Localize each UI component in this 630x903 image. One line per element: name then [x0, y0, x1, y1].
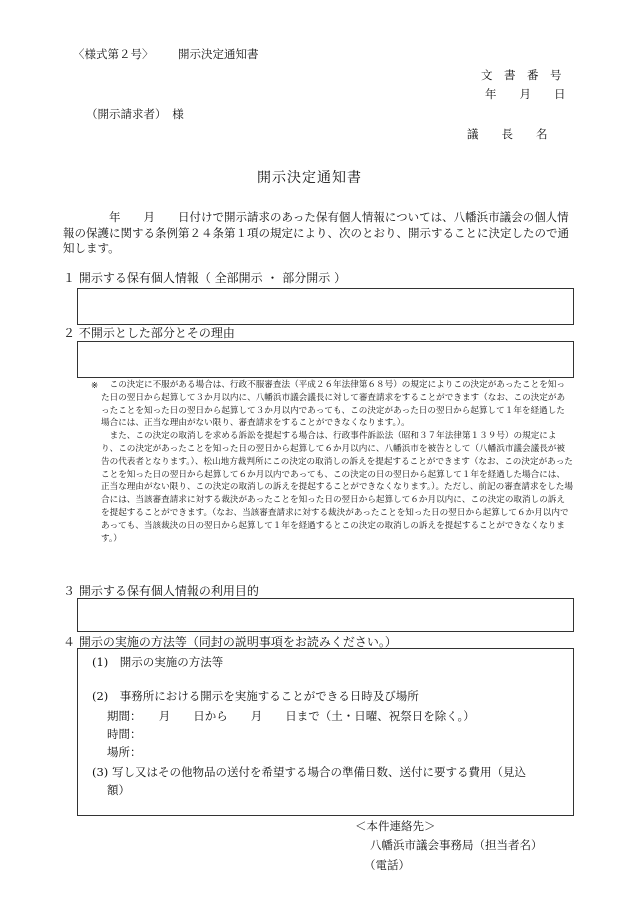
intro-paragraph: 年 月 日付けで開示請求のあった保有個人情報については、八幡浜市議会の個人情報の保護に関する条例第２４条第１項の規定により、次のとおり、開示することに決定したので通知します。	[63, 210, 569, 255]
requester: （開示請求者） 様	[86, 107, 184, 121]
section-4-item-3-continued: 額）	[107, 783, 130, 797]
form-label: 〈様式第２号〉	[73, 47, 154, 61]
section-4-item-1: (1) 開示の実施の方法等	[92, 655, 224, 669]
chair-name: 議 長 名	[467, 127, 548, 141]
section-1-heading: １ 開示する保有個人情報（ 全部開示 ・ 部分開示 ）	[63, 271, 347, 285]
date-line: 年 月 日	[485, 87, 566, 101]
note-paragraph-2: また、この決定の取消しを求める訴訟を提起する場合は、行政事件訴訟法（昭和３７年法律第１３９号）の規定により、この決定があったことを知った日の翌日から起算して６か月以内に、八幡浜市を被告として（八幡浜市議会議長が被告の代表者となります。）、松山地方裁判所にこの決定の取消しの訴えを提起することができます（なお、この決定があったことを知った日の翌日から起算して６か月以内であっても、この決定の日の翌日から起算して１年を経過した場合には、正当な理由がない限り、この決定の取消しの訴えを提起することができなくなります。）。ただし、前記の審査請求をした場合には、当該審査請求に対する裁決があったことを知った日の翌日から起算して６か月以内に、この決定の取消しの訴えを提起することができます。（なお、当該審査請求に対する裁決があったことを知った日の翌日から起算して６か月以内であっても、当該裁決の日の翌日から起算して１年を経過するとこの決定の取消しの訴えを提起することができなくなります。）	[101, 431, 573, 544]
page-title: 開示決定通知書	[257, 170, 362, 186]
contact-heading: ＜本件連絡先＞	[355, 819, 436, 833]
notes-block	[101, 379, 573, 545]
contact-office: 八幡浜市議会事務局（担当者名）	[370, 838, 543, 852]
section-4-heading: ４ 開示の実施の方法等（同封の説明事項をお読みください。）	[63, 635, 397, 649]
place-line: 場所：	[107, 745, 142, 759]
section-4-item-2: (2) 事務所における開示を実施することができる日時及び場所	[92, 689, 419, 703]
section-3-box	[77, 598, 574, 632]
section-2-heading: ２ 不開示とした部分とその理由	[63, 326, 235, 340]
section-3-heading: ３ 開示する保有個人情報の利用目的	[63, 584, 259, 598]
section-4-box	[77, 648, 574, 816]
section-1-box	[77, 288, 574, 325]
section-2-box	[77, 341, 574, 378]
note-mark: ※	[91, 381, 99, 391]
form-name: 開示決定通知書	[178, 47, 259, 61]
note-paragraph-1: この決定に不服がある場合は、行政不服審査法（平成２６年法律第６８号）の規定によりこの決定があったことを知った日の翌日から起算して３か月以内に、八幡浜市議会議長に対して審査請求をすることができます（なお、この決定があったことを知った日の翌日から起算して３か月以内であっても、この決定があった日の翌日から起算して１年を経過した場合には、正当な理由がない限り、審査請求をすることができなくなります。）。	[101, 380, 566, 429]
contact-phone: （電話）	[364, 858, 410, 872]
period-line: 期間： 月 日から 月 日まで（土・日曜、祝祭日を除く。）	[107, 709, 475, 723]
document-number: 文 書 番 号	[481, 68, 562, 82]
time-line: 時間：	[107, 727, 142, 741]
section-4-item-3: (3) 写し又はその他物品の送付を希望する場合の準備日数、送付に要する費用（見込	[92, 765, 526, 779]
